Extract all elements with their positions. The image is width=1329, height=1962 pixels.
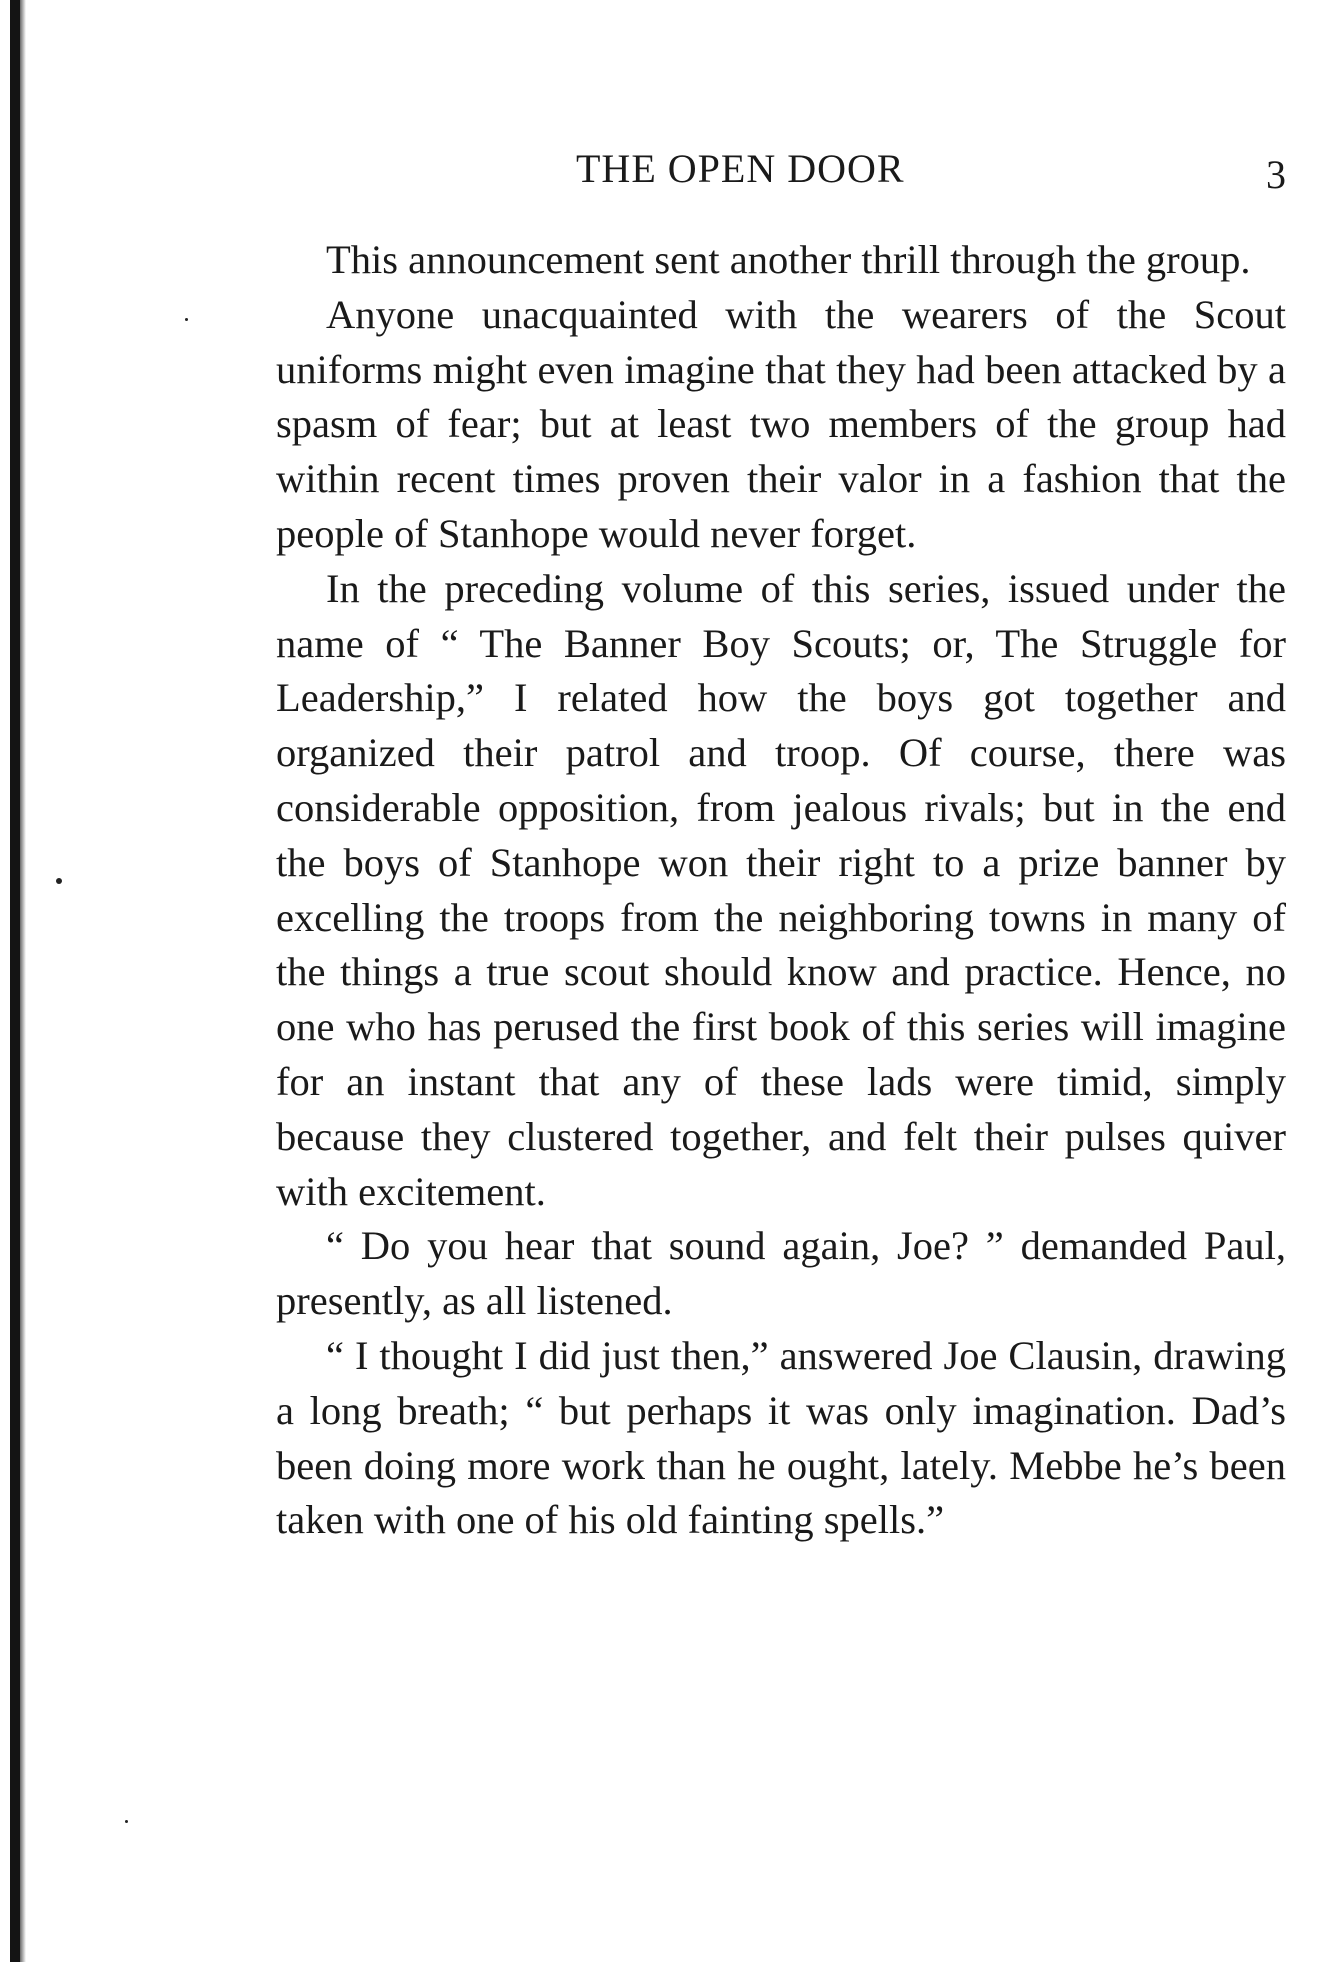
paragraph: “ I thought I did just then,” answered Joe Clausin, drawing a long breath; “ but perhaps it was only imagination. Dad’s been doing more work than he ought, lately. Mebbe he’s been taken with one of his old fainting spells.” — [276, 1332, 1286, 1543]
scan-speck — [56, 878, 62, 884]
scan-speck — [125, 1820, 128, 1823]
binding-edge-shadow — [20, 0, 26, 1962]
page-header — [276, 145, 1286, 205]
paragraph: Anyone unacquainted with the wearers of the Scout uniforms might even imagine that they had been attacked by a spasm of fear; but at least two members of the group had within recent times proven their valor in a fashion that the people of Stanhope would never forget. — [276, 291, 1286, 556]
paragraph: This announcement sent another thrill through the group. — [326, 237, 1251, 282]
page-number: 3 — [1266, 152, 1286, 197]
binding-edge — [10, 0, 20, 1962]
body-text — [276, 233, 1286, 1548]
paragraph: “ Do you hear that sound again, Joe? ” demanded Paul, presently, as all listened. — [276, 1223, 1286, 1324]
paragraph: In the preceding volume of this series, issued under the name of “ The Banner Boy Scouts; or, The Struggle for Leadership,” I related how the boys got together and organized their patrol and troop. Of course, there was considerable opposition, from jealous rivals; but in the end the boys of Stanhope won their right to a prize banner by excelling the troops from the neighboring towns in many of the things a true scout should know and practice. Hence, no one who has perused the first book of this series will imagine for an instant that any of these lads were timid, simply because they clustered together, and felt their pulses quiver with excitement. — [276, 565, 1286, 1214]
scan-speck — [185, 318, 188, 321]
running-head: THE OPEN DOOR — [576, 146, 905, 191]
